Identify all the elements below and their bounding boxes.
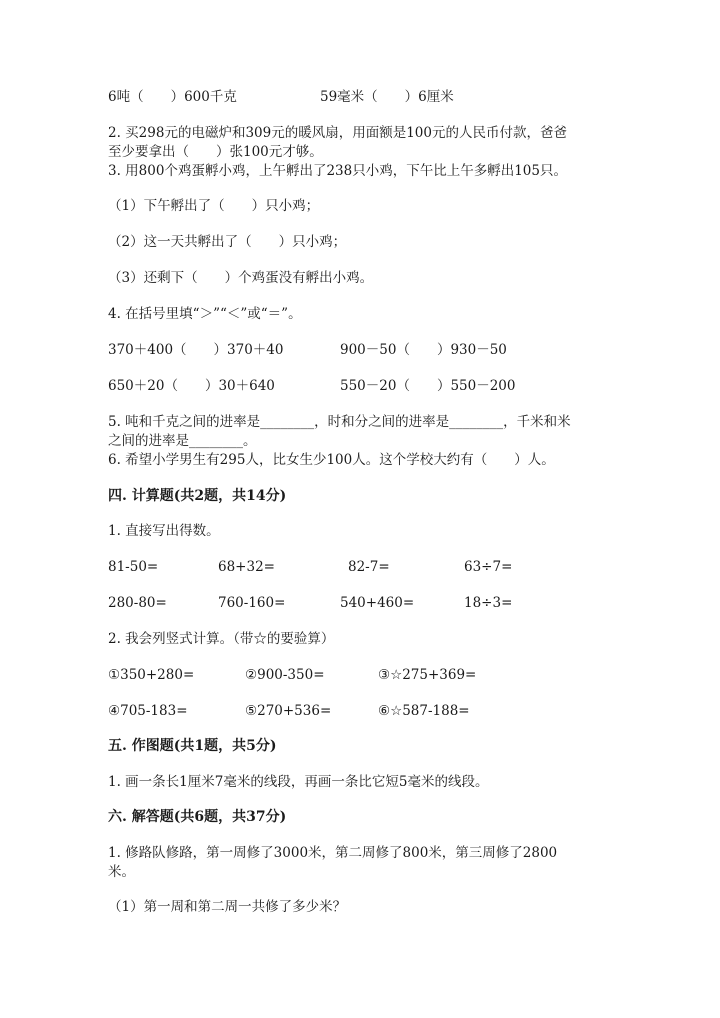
question-3-part-3: （3）还剩下（ ）个鸡蛋没有孵出小鸡。 xyxy=(108,270,374,286)
question-5-line-1: 5. 吨和千克之间的进率是________，时和分之间的进率是________，千米和米 xyxy=(108,414,571,430)
calc-cell: 81-50= xyxy=(108,559,159,575)
calc-cell: 280-80= xyxy=(108,595,167,611)
section-4-heading: 四. 计算题(共2题，共14分) xyxy=(108,488,287,504)
section-6-question-1-line-1: 1. 修路队修路，第一周修了3000米，第二周修了800米，第三周修了2800 xyxy=(108,845,558,861)
vertical-calc-cell: ①350+280= xyxy=(108,667,195,683)
calc-cell: 82-7= xyxy=(348,559,390,575)
section-6-heading: 六. 解答题(共6题，共37分) xyxy=(108,809,287,825)
compare-cell: 370＋400（ ）370＋40 xyxy=(108,342,284,358)
vertical-calc-cell: ⑥☆587-188= xyxy=(378,703,470,719)
section-5-question-1: 1. 画一条长1厘米7毫米的线段，再画一条比它短5毫米的线段。 xyxy=(108,774,489,790)
calc-cell: 760-160= xyxy=(218,595,286,611)
compare-item-1: 6吨（ ）600千克 xyxy=(108,89,237,105)
calc-cell: 63÷7= xyxy=(464,559,513,575)
question-6: 6. 希望小学男生有295人，比女生少100人。这个学校大约有（ ）人。 xyxy=(108,452,555,468)
compare-item-2: 59毫米（ ）6厘米 xyxy=(320,89,454,105)
vertical-calc-cell: ④705-183= xyxy=(108,703,188,719)
question-2-line-2: 至少要拿出（ ）张100元才够。 xyxy=(108,144,323,160)
calc-cell: 540+460= xyxy=(340,595,415,611)
question-5-line-2: 之间的进率是________。 xyxy=(108,433,257,449)
calc-cell: 68+32= xyxy=(218,559,275,575)
section-4-question-2: 2. 我会列竖式计算。（带☆的要验算） xyxy=(108,631,335,647)
section-6-question-1-line-2: 米。 xyxy=(108,864,135,880)
section-4-question-1: 1. 直接写出得数。 xyxy=(108,523,220,539)
question-3-part-2: （2）这一天共孵出了（ ）只小鸡； xyxy=(108,234,347,250)
compare-cell: 650＋20（ ）30＋640 xyxy=(108,378,275,394)
calc-cell: 18÷3= xyxy=(464,595,513,611)
question-4: 4. 在括号里填“＞”“＜”或“＝”。 xyxy=(108,306,302,322)
section-5-heading: 五. 作图题(共1题，共5分) xyxy=(108,738,277,754)
question-3-part-1: （1）下午孵出了（ ）只小鸡； xyxy=(108,198,320,214)
question-2-line-1: 2. 买298元的电磁炉和309元的暖风扇，用面额是100元的人民币付款，爸爸 xyxy=(108,125,567,141)
compare-cell: 900－50（ ）930－50 xyxy=(340,342,507,358)
vertical-calc-cell: ⑤270+536= xyxy=(245,703,332,719)
compare-cell: 550－20（ ）550－200 xyxy=(340,378,516,394)
question-3: 3. 用800个鸡蛋孵小鸡，上午孵出了238只小鸡，下午比上午多孵出105只。 xyxy=(108,163,567,179)
vertical-calc-cell: ②900-350= xyxy=(245,667,325,683)
vertical-calc-cell: ③☆275+369= xyxy=(378,667,477,683)
section-6-question-1-part-1: （1）第一周和第二周一共修了多少米？ xyxy=(108,899,347,915)
